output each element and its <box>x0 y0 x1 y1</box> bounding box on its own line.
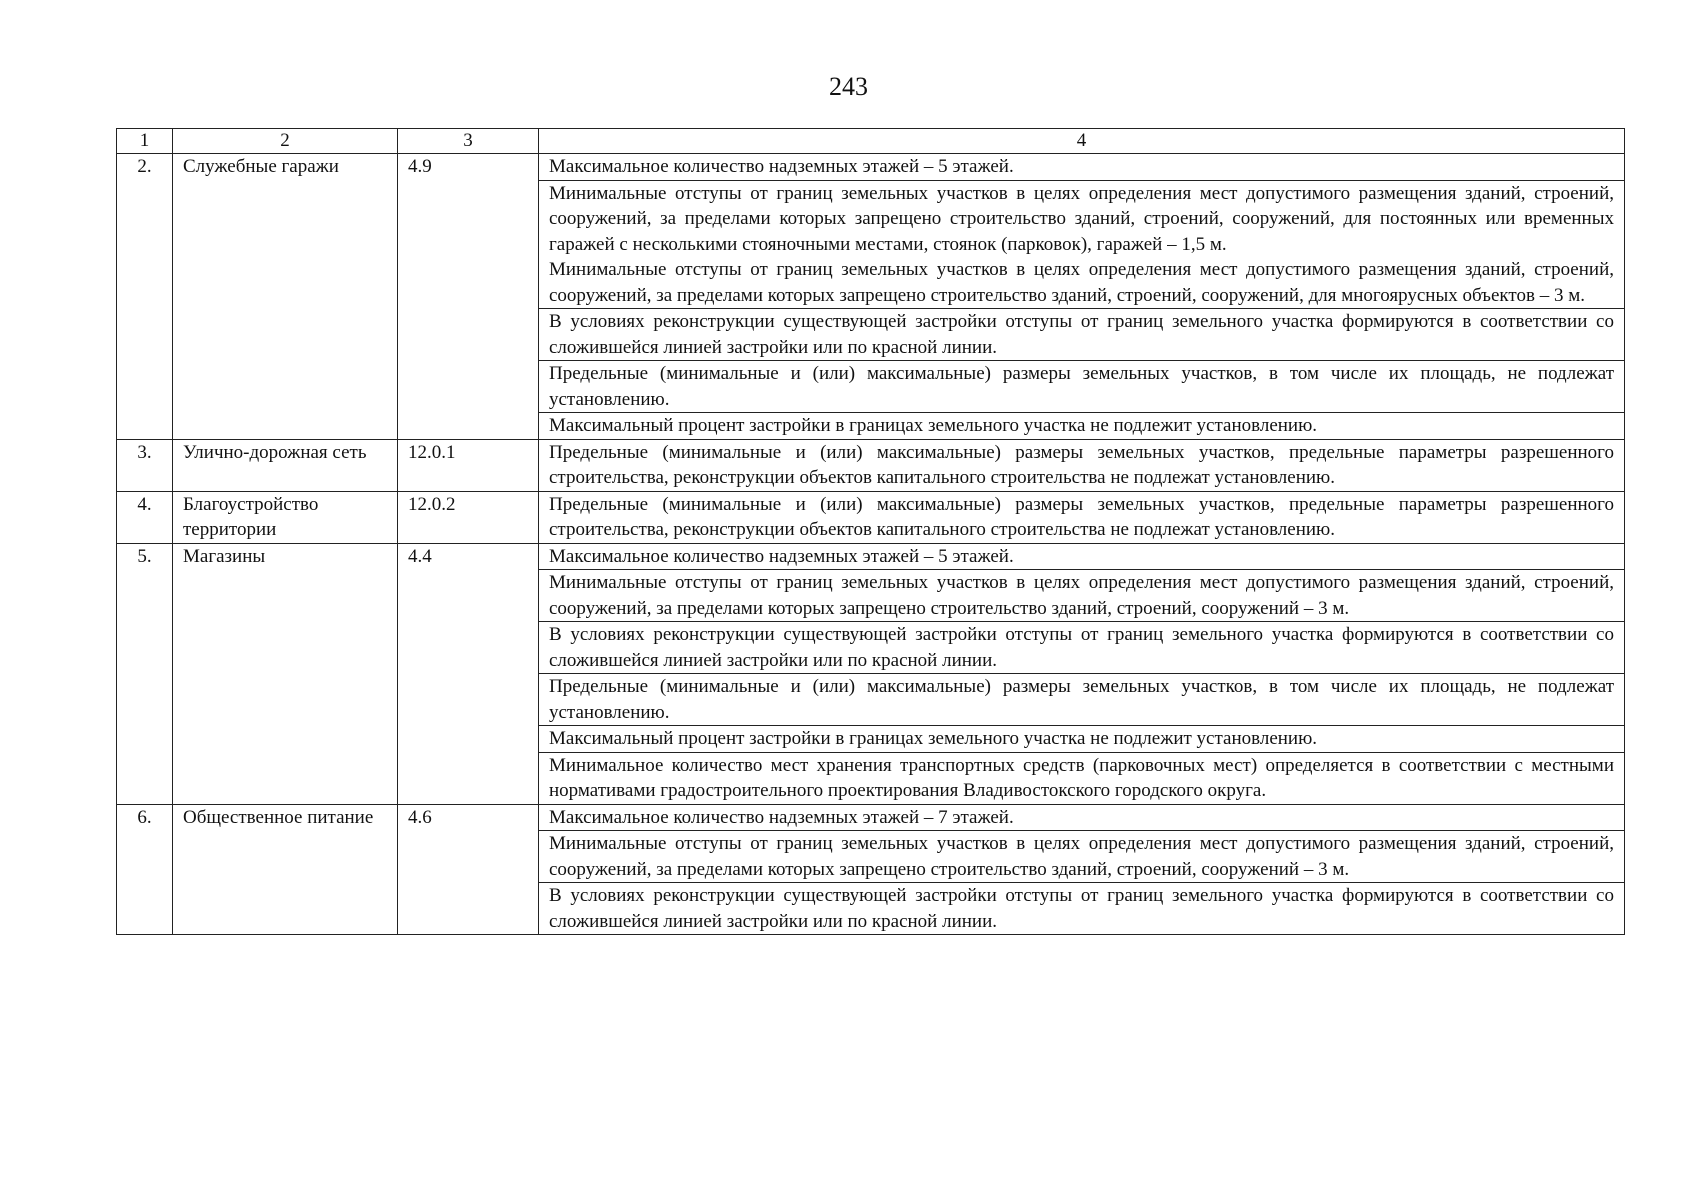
use-type-name-cell: Магазины <box>173 543 398 804</box>
parameter-cell <box>539 570 1625 622</box>
parameter-cell <box>539 726 1625 753</box>
table-row <box>117 804 1625 831</box>
parameter-cell <box>539 309 1625 361</box>
parameter-cell <box>539 413 1625 440</box>
row-number-cell: 6. <box>117 804 173 935</box>
parameter-text: Минимальные отступы от границ земельных участков в целях определения мест допустимого размещения зданий, строений, сооружений, за пределами которых запрещено строительство зданий, строений, сооружений, для постоянных или временных гаражей с несколькими стояночными местами, стоянок (парковок), гаражей – 1,5 м. <box>549 182 1614 255</box>
parameter-text: Минимальные отступы от границ земельных участков в целях определения мест допустимого размещения зданий, строений, сооружений, за пределами которых запрещено строительство зданий, строений, сооружений, для многоярусных объектов – 3 м. <box>549 259 1614 306</box>
use-type-code-cell: 4.9 <box>398 154 539 440</box>
table-header-row <box>117 129 1625 154</box>
page-number: 243 <box>829 72 868 101</box>
parameter-cell <box>539 804 1625 831</box>
parameter-cell <box>539 491 1625 543</box>
parameter-text: Максимальный процент застройки в границах земельного участка не подлежит установлению. <box>549 728 1318 749</box>
regulations-table-body <box>117 129 1625 935</box>
parameter-cell <box>539 831 1625 883</box>
use-type-name-cell: Улично-дорожная сеть <box>173 439 398 491</box>
parameter-text: В условиях реконструкции существующей застройки отступы от границ земельного участка формируются в соответствии со сложившейся линией застройки или по красной линии. <box>549 885 1614 932</box>
parameter-text: Максимальный процент застройки в границах земельного участка не подлежит установлению. <box>549 415 1318 436</box>
use-type-code-cell: 4.6 <box>398 804 539 935</box>
parameter-cell <box>539 752 1625 804</box>
parameter-cell <box>539 543 1625 570</box>
parameter-text: В условиях реконструкции существующей застройки отступы от границ земельного участка формируются в соответствии со сложившейся линией застройки или по красной линии. <box>549 624 1614 671</box>
row-number-cell: 4. <box>117 491 173 543</box>
parameter-text: Минимальные отступы от границ земельных участков в целях определения мест допустимого размещения зданий, строений, сооружений, за пределами которых запрещено строительство зданий, строений, сооружений – 3 м. <box>549 833 1614 880</box>
parameter-cell <box>539 154 1625 181</box>
regulations-table <box>116 128 1625 935</box>
column-number-header: 4 <box>539 129 1625 154</box>
parameter-text: Минимальное количество мест хранения транспортных средств (парковочных мест) определяется в соответствии с местными нормативами градостроительного проектирования Владивостокского городского округа. <box>549 754 1614 801</box>
table-row <box>117 154 1625 181</box>
use-type-code-cell: 12.0.2 <box>398 491 539 543</box>
parameter-text: Минимальные отступы от границ земельных участков в целях определения мест допустимого размещения зданий, строений, сооружений, за пределами которых запрещено строительство зданий, строений, сооружений – 3 м. <box>549 572 1614 619</box>
row-number-cell: 5. <box>117 543 173 804</box>
parameter-text: Максимальное количество надземных этажей – 7 этажей. <box>549 806 1014 828</box>
parameter-cell <box>539 883 1625 935</box>
use-type-code-cell: 4.4 <box>398 543 539 804</box>
row-number-cell: 3. <box>117 439 173 491</box>
table-row <box>117 543 1625 570</box>
use-type-name-cell: Благоустройство территории <box>173 491 398 543</box>
parameter-text: Максимальное количество надземных этажей – 5 этажей. <box>549 156 1014 177</box>
use-type-name-cell: Служебные гаражи <box>173 154 398 440</box>
parameter-text: Предельные (минимальные и (или) максимальные) размеры земельных участков, в том числе их площадь, не подлежат установлению. <box>549 676 1614 723</box>
parameter-cell <box>539 361 1625 413</box>
parameter-text: Предельные (минимальные и (или) максимальные) размеры земельных участков, в том числе их площадь, не подлежат установлению. <box>549 363 1614 410</box>
column-number-header: 1 <box>117 129 173 154</box>
parameter-text: Предельные (минимальные и (или) максимальные) размеры земельных участков, предельные параметры разрешенного строительства, реконструкции объектов капитального строительства не подлежат установлению. <box>549 441 1614 488</box>
use-type-code-cell: 12.0.1 <box>398 439 539 491</box>
table-row <box>117 439 1625 491</box>
parameter-cell <box>539 622 1625 674</box>
row-number-cell: 2. <box>117 154 173 440</box>
table-row <box>117 491 1625 543</box>
parameter-text: Предельные (минимальные и (или) максимальные) размеры земельных участков, предельные параметры разрешенного строительства, реконструкции объектов капитального строительства не подлежат установлению. <box>549 493 1614 540</box>
parameter-cell <box>539 439 1625 491</box>
column-number-header: 2 <box>173 129 398 154</box>
parameter-text: Максимальное количество надземных этажей – 5 этажей. <box>549 545 1014 567</box>
parameter-cell <box>539 674 1625 726</box>
column-number-header: 3 <box>398 129 539 154</box>
parameter-cell <box>539 180 1625 309</box>
parameter-text: В условиях реконструкции существующей застройки отступы от границ земельного участка формируются в соответствии со сложившейся линией застройки или по красной линии. <box>549 311 1614 358</box>
use-type-name-cell: Общественное питание <box>173 804 398 935</box>
